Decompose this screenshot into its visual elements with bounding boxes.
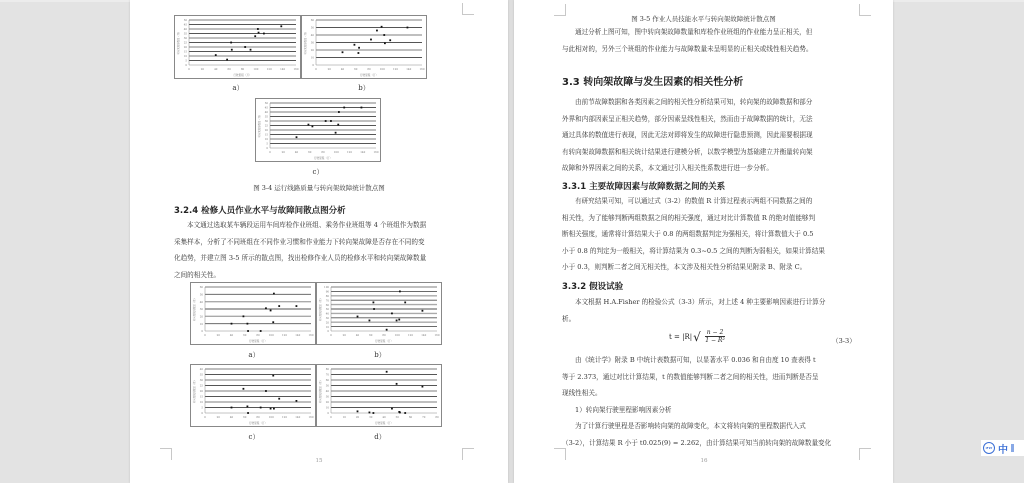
svg-text:30: 30 bbox=[199, 308, 203, 312]
svg-text:转向架故障数量（件）: 转向架故障数量（件） bbox=[319, 379, 322, 403]
svg-text:10: 10 bbox=[310, 56, 314, 60]
text-line: 小于 0.8 的判定为一般相关，将计算结果为 0.3~0.5 之间的判断为弱相关，如果计算结果 bbox=[562, 246, 825, 255]
svg-text:40: 40 bbox=[294, 151, 299, 154]
svg-text:行驶里程（万）: 行驶里程（万） bbox=[374, 422, 394, 425]
svg-text:0: 0 bbox=[204, 334, 206, 337]
section-heading-3-3-1: 3.3.1 主要故障因素与故障数据之间的关系 bbox=[562, 182, 726, 192]
svg-text:80: 80 bbox=[256, 416, 260, 419]
svg-text:50: 50 bbox=[183, 19, 187, 23]
svg-text:15: 15 bbox=[199, 395, 203, 399]
page-number: 15 bbox=[315, 458, 323, 464]
margin-corner-mark bbox=[462, 3, 474, 15]
text-line: 通过具体的数值进行表现，因此无法对即将发生的故障进行隐患预测，因此需要根据现 bbox=[562, 131, 813, 139]
svg-text:行驶里程（万）: 行驶里程（万） bbox=[248, 340, 268, 343]
svg-text:60: 60 bbox=[310, 19, 314, 23]
subfigure-caption-c: c） bbox=[312, 168, 324, 176]
svg-text:20: 20 bbox=[342, 334, 346, 337]
svg-text:0: 0 bbox=[201, 412, 203, 416]
scatter-plot-svg bbox=[302, 16, 426, 78]
svg-text:50: 50 bbox=[199, 293, 203, 297]
svg-text:140: 140 bbox=[406, 68, 412, 71]
svg-text:转向架故障数量（件）: 转向架故障数量（件） bbox=[177, 30, 180, 55]
svg-text:60: 60 bbox=[243, 416, 247, 419]
svg-text:100: 100 bbox=[268, 334, 274, 337]
svg-text:10: 10 bbox=[199, 322, 203, 326]
formula-lhs: t = |R| bbox=[669, 332, 693, 341]
svg-text:0: 0 bbox=[188, 68, 190, 71]
svg-text:70: 70 bbox=[325, 299, 329, 303]
svg-text:160: 160 bbox=[373, 151, 379, 154]
svg-text:40: 40 bbox=[199, 300, 203, 304]
figure-caption-3-4: 图 3-4 运行线路质量与转向架故障统计散点图 bbox=[253, 184, 385, 192]
svg-text:100: 100 bbox=[324, 286, 329, 290]
text-line: 之间的相关性。 bbox=[174, 270, 221, 279]
subfigure-caption-b: b） bbox=[358, 84, 370, 92]
margin-corner-mark bbox=[462, 448, 474, 460]
svg-text:15: 15 bbox=[183, 50, 187, 54]
svg-text:0: 0 bbox=[330, 334, 332, 337]
svg-text:20: 20 bbox=[216, 416, 220, 419]
svg-text:160: 160 bbox=[419, 68, 425, 71]
svg-text:40: 40 bbox=[382, 416, 386, 419]
text-line: 现线性相关。 bbox=[562, 389, 602, 397]
fisher-formula bbox=[669, 329, 727, 344]
text-line: 相关性，为了能够判断两组数据之间的相关强度，通过对比计算数值 R 的绝对值能够判 bbox=[562, 213, 816, 222]
scatter-plot-svg bbox=[317, 365, 441, 426]
text-line: 故障和外界因素之间的关系，本文通过引入相关性系数进行进一步分析。 bbox=[562, 164, 773, 172]
svg-text:40: 40 bbox=[325, 312, 329, 316]
svg-text:140: 140 bbox=[280, 68, 286, 71]
subfigure-caption-b: b） bbox=[374, 351, 386, 359]
scatter-chart-fig3-4c bbox=[255, 98, 381, 162]
svg-text:10: 10 bbox=[325, 325, 329, 329]
svg-text:45: 45 bbox=[183, 23, 187, 27]
svg-text:80: 80 bbox=[240, 68, 245, 71]
svg-text:转向架故障数量（件）: 转向架故障数量（件） bbox=[304, 30, 307, 55]
section-3-2-4-paragraph bbox=[174, 217, 474, 283]
text-line: 断相关强度，通常将计算结果大于 0.8 的两组数据判定为强相关，将计算数值大于 0.5 bbox=[562, 230, 814, 238]
svg-text:20: 20 bbox=[199, 390, 203, 394]
svg-text:60: 60 bbox=[408, 416, 413, 419]
figure-caption-3-5: 图 3-5 作业人员技能水平与转向架故障统计散点图 bbox=[631, 15, 776, 23]
subfigure-caption-c: c） bbox=[248, 433, 260, 441]
svg-text:120: 120 bbox=[282, 416, 287, 419]
svg-text:0: 0 bbox=[330, 416, 332, 419]
svg-text:转向架故障数量（件）: 转向架故障数量（件） bbox=[193, 297, 196, 321]
svg-text:行驶里程（万）: 行驶里程（万） bbox=[359, 74, 379, 77]
svg-text:80: 80 bbox=[321, 151, 325, 154]
text-line: （3-2），计算结果 R 小于 t0.025(9) = 2.262，由计算结果可知当前转向架的故障数量变化 bbox=[562, 438, 832, 447]
svg-text:50: 50 bbox=[325, 308, 329, 312]
svg-text:10: 10 bbox=[199, 401, 203, 405]
svg-text:80: 80 bbox=[256, 334, 260, 337]
svg-text:20: 20 bbox=[216, 334, 220, 337]
sqrt-sign: √ bbox=[693, 329, 701, 344]
section-3-3-paragraph bbox=[562, 94, 862, 177]
svg-text:70: 70 bbox=[325, 373, 329, 377]
scatter-plot-svg bbox=[191, 283, 315, 344]
text-line: 等于 2.373，通过对比计算结果，t 的数值能够判断二者之间的相关性，进而判断是否呈 bbox=[562, 372, 819, 381]
svg-text:0: 0 bbox=[266, 147, 268, 151]
svg-text:25: 25 bbox=[183, 41, 187, 45]
svg-text:20: 20 bbox=[199, 315, 203, 319]
svg-text:100: 100 bbox=[394, 334, 400, 337]
svg-text:45: 45 bbox=[264, 106, 268, 110]
formula-fraction bbox=[703, 329, 728, 344]
page-number: 16 bbox=[700, 458, 708, 464]
margin-corner-mark bbox=[160, 448, 172, 460]
svg-text:160: 160 bbox=[308, 416, 314, 419]
svg-text:5: 5 bbox=[266, 142, 268, 146]
svg-text:80: 80 bbox=[325, 295, 329, 298]
svg-text:120: 120 bbox=[282, 334, 287, 337]
text-line: 化趋势，并建立图 3-5 所示的散点图，找出检修作业人员的检修水平和转向架故障数量 bbox=[174, 254, 427, 262]
section-heading-3-3: 3.3 转向架故障与发生因素的相关性分析 bbox=[562, 77, 744, 88]
document-page-15 bbox=[130, 0, 508, 483]
svg-text:60: 60 bbox=[325, 379, 329, 383]
svg-text:40: 40 bbox=[310, 34, 314, 38]
svg-text:100: 100 bbox=[333, 151, 339, 154]
section-3-3-2-paragraph bbox=[562, 294, 862, 327]
text-line: 采集样本，分析了不同班组在不同作业习惯和作业能力下转向架故障是否存在不同的变 bbox=[174, 237, 425, 246]
svg-text:0: 0 bbox=[327, 412, 329, 416]
svg-text:140: 140 bbox=[295, 416, 301, 419]
svg-text:40: 40 bbox=[183, 28, 187, 32]
section-3-3-1-paragraph bbox=[562, 193, 862, 276]
svg-text:20: 20 bbox=[327, 68, 331, 71]
list-item-heading: 1）转向架行驶里程影响因素分析 bbox=[575, 405, 672, 414]
svg-text:20: 20 bbox=[325, 401, 329, 405]
svg-text:20: 20 bbox=[183, 46, 187, 50]
scatter-chart-fig3-5a bbox=[190, 282, 316, 345]
scatter-chart-fig3-5d bbox=[316, 364, 442, 427]
subfigure-caption-d: d） bbox=[374, 433, 386, 441]
svg-text:20: 20 bbox=[200, 68, 205, 71]
scatter-chart-fig3-4b bbox=[301, 15, 427, 79]
text-line: 本文通过选取某车辆段运用车间库检作业班组、乘务作业班组等 4 个班组作为数据 bbox=[187, 221, 427, 229]
svg-text:60: 60 bbox=[243, 334, 247, 337]
svg-text:行驶里程（万）: 行驶里程（万） bbox=[248, 422, 268, 425]
svg-text:0: 0 bbox=[312, 64, 314, 68]
svg-text:5: 5 bbox=[185, 59, 187, 63]
svg-text:40: 40 bbox=[340, 68, 345, 71]
svg-text:80: 80 bbox=[325, 368, 329, 372]
formula-numerator: n − 2 bbox=[706, 329, 724, 336]
svg-text:15: 15 bbox=[264, 133, 268, 137]
svg-text:100: 100 bbox=[379, 68, 385, 71]
svg-text:转向架故障数量（件）: 转向架故障数量（件） bbox=[319, 297, 322, 321]
svg-text:0: 0 bbox=[204, 416, 206, 419]
text-line: 有转向架故障数据和相关统计结果进行建模分析，以数学模型为基础建立并衡量转向架 bbox=[562, 147, 813, 156]
svg-text:60: 60 bbox=[199, 286, 203, 290]
document-page-16 bbox=[514, 0, 893, 483]
svg-text:100: 100 bbox=[253, 68, 259, 71]
svg-text:50: 50 bbox=[264, 102, 268, 106]
svg-text:120: 120 bbox=[347, 151, 352, 154]
scatter-plot-svg bbox=[175, 16, 300, 78]
scatter-chart-fig3-5b bbox=[316, 282, 442, 345]
svg-text:50: 50 bbox=[395, 416, 399, 419]
svg-text:60: 60 bbox=[227, 68, 231, 71]
scatter-plot-svg bbox=[256, 99, 380, 161]
analysis-paragraph bbox=[562, 24, 862, 57]
svg-text:40: 40 bbox=[214, 68, 218, 71]
svg-text:70: 70 bbox=[422, 416, 426, 419]
svg-text:50: 50 bbox=[310, 26, 314, 30]
svg-text:转向架故障数量（件）: 转向架故障数量（件） bbox=[193, 379, 196, 403]
svg-text:40: 40 bbox=[199, 368, 203, 372]
svg-text:10: 10 bbox=[342, 416, 346, 419]
ime-punctuation-icon[interactable] bbox=[1011, 444, 1014, 452]
svg-text:30: 30 bbox=[310, 41, 314, 45]
svg-text:100: 100 bbox=[268, 416, 274, 419]
text-line: 本文根据 H.A.Fisher 的检验公式（3-3）所示，对上述 4 种主要影响因素进行计算分 bbox=[575, 298, 826, 306]
svg-text:40: 40 bbox=[229, 334, 234, 337]
svg-text:140: 140 bbox=[295, 334, 301, 337]
section-3-3-2-paragraph-continued bbox=[562, 352, 862, 451]
svg-text:30: 30 bbox=[183, 37, 187, 41]
svg-text:行驶里程（万）: 行驶里程（万） bbox=[313, 157, 333, 160]
scatter-chart-fig3-4a bbox=[174, 15, 301, 79]
svg-text:20: 20 bbox=[281, 151, 285, 154]
svg-text:5: 5 bbox=[201, 406, 203, 410]
svg-text:20: 20 bbox=[325, 321, 329, 325]
svg-text:35: 35 bbox=[199, 373, 203, 377]
section-heading-3-2-4: 3.2.4 检修人员作业水平与故障间散点图分析 bbox=[174, 206, 346, 216]
equation-number: （3-3） bbox=[832, 337, 856, 345]
svg-text:20: 20 bbox=[310, 49, 314, 53]
text-line: 为了计算行驶里程是否影响转向架的故障变化，本文将转向架的里程数据代入式 bbox=[575, 422, 806, 430]
text-line: 外界和内部因素呈正相关趋势，部分因素呈线性相关，然而由于故障数据的统计，无法 bbox=[562, 114, 813, 123]
svg-text:转向架故障数量（件）: 转向架故障数量（件） bbox=[258, 113, 261, 138]
text-line: 与此相对的，另外三个班组的作业能力与故障数量未呈明显的正相关或线性相关趋势。 bbox=[562, 44, 813, 53]
svg-text:90: 90 bbox=[325, 290, 329, 294]
svg-text:20: 20 bbox=[355, 416, 360, 419]
svg-text:160: 160 bbox=[293, 68, 299, 71]
svg-text:160: 160 bbox=[434, 334, 440, 337]
svg-text:25: 25 bbox=[264, 124, 268, 128]
section-heading-3-3-2: 3.3.2 假设试验 bbox=[562, 282, 624, 292]
svg-text:60: 60 bbox=[325, 303, 329, 307]
svg-text:行驶里程（万）: 行驶里程（万） bbox=[233, 74, 252, 77]
svg-text:30: 30 bbox=[264, 120, 268, 124]
text-line: 由前节故障数据和各类因素之间的相关性分析结果可知，转向架的故障数据和部分 bbox=[575, 98, 813, 106]
svg-text:35: 35 bbox=[264, 115, 268, 119]
svg-text:60: 60 bbox=[308, 151, 312, 154]
svg-text:30: 30 bbox=[369, 416, 373, 419]
svg-text:10: 10 bbox=[325, 406, 329, 410]
text-line: 由《统计学》附录 B 中统计表数据可知，以显著水平 0.036 和自由度 10 查表得 t bbox=[575, 356, 816, 364]
subfigure-caption-a: a） bbox=[232, 84, 244, 92]
text-line: 析。 bbox=[562, 314, 576, 323]
svg-text:60: 60 bbox=[369, 334, 373, 337]
svg-text:120: 120 bbox=[266, 68, 272, 71]
svg-text:80: 80 bbox=[435, 416, 439, 419]
svg-text:140: 140 bbox=[421, 334, 427, 337]
formula-denominator: 1 − R² bbox=[705, 337, 725, 344]
ime-language-toggle[interactable]: 中 bbox=[998, 444, 1008, 456]
svg-text:40: 40 bbox=[325, 390, 329, 394]
svg-text:0: 0 bbox=[185, 64, 187, 68]
scatter-chart-fig3-5c bbox=[190, 364, 316, 427]
svg-text:160: 160 bbox=[308, 334, 314, 337]
svg-text:0: 0 bbox=[269, 151, 271, 154]
svg-text:30: 30 bbox=[325, 395, 329, 399]
svg-text:80: 80 bbox=[382, 334, 386, 337]
svg-text:0: 0 bbox=[201, 330, 203, 334]
text-line: 小于 0.3，则判断二者之间无相关性，本文涉及相关性分析结果见附录 B、附录 C。 bbox=[562, 263, 807, 271]
svg-text:120: 120 bbox=[408, 334, 413, 337]
svg-text:10: 10 bbox=[183, 55, 187, 59]
svg-text:80: 80 bbox=[367, 68, 371, 71]
svg-text:40: 40 bbox=[355, 334, 360, 337]
svg-text:0: 0 bbox=[327, 330, 329, 334]
svg-text:35: 35 bbox=[183, 32, 187, 36]
subfigure-caption-a: a） bbox=[248, 351, 260, 359]
svg-text:30: 30 bbox=[199, 379, 203, 383]
svg-text:120: 120 bbox=[393, 68, 398, 71]
svg-text:40: 40 bbox=[229, 416, 234, 419]
text-line: 通过分析上图可知，图中转向架故障数量和库检作业班组的作业能力呈正相关，但 bbox=[575, 28, 813, 36]
scatter-plot-svg bbox=[317, 283, 441, 344]
svg-text:25: 25 bbox=[199, 384, 203, 388]
ime-toolbar[interactable] bbox=[981, 440, 1024, 456]
ime-logo-icon[interactable]: iFLY bbox=[983, 442, 995, 454]
svg-text:行驶里程（万）: 行驶里程（万） bbox=[374, 340, 394, 343]
svg-text:20: 20 bbox=[264, 129, 268, 133]
svg-text:40: 40 bbox=[264, 111, 268, 115]
svg-text:60: 60 bbox=[354, 68, 358, 71]
svg-text:30: 30 bbox=[325, 317, 329, 320]
svg-text:0: 0 bbox=[315, 68, 317, 71]
svg-text:50: 50 bbox=[325, 384, 329, 388]
svg-text:140: 140 bbox=[360, 151, 366, 154]
svg-text:10: 10 bbox=[264, 138, 268, 142]
text-line: 有研究结果可知，可以通过式（3-2）的数值 R 计算过程表示两组不同数据之间的 bbox=[575, 197, 813, 205]
scatter-plot-svg bbox=[191, 365, 315, 426]
